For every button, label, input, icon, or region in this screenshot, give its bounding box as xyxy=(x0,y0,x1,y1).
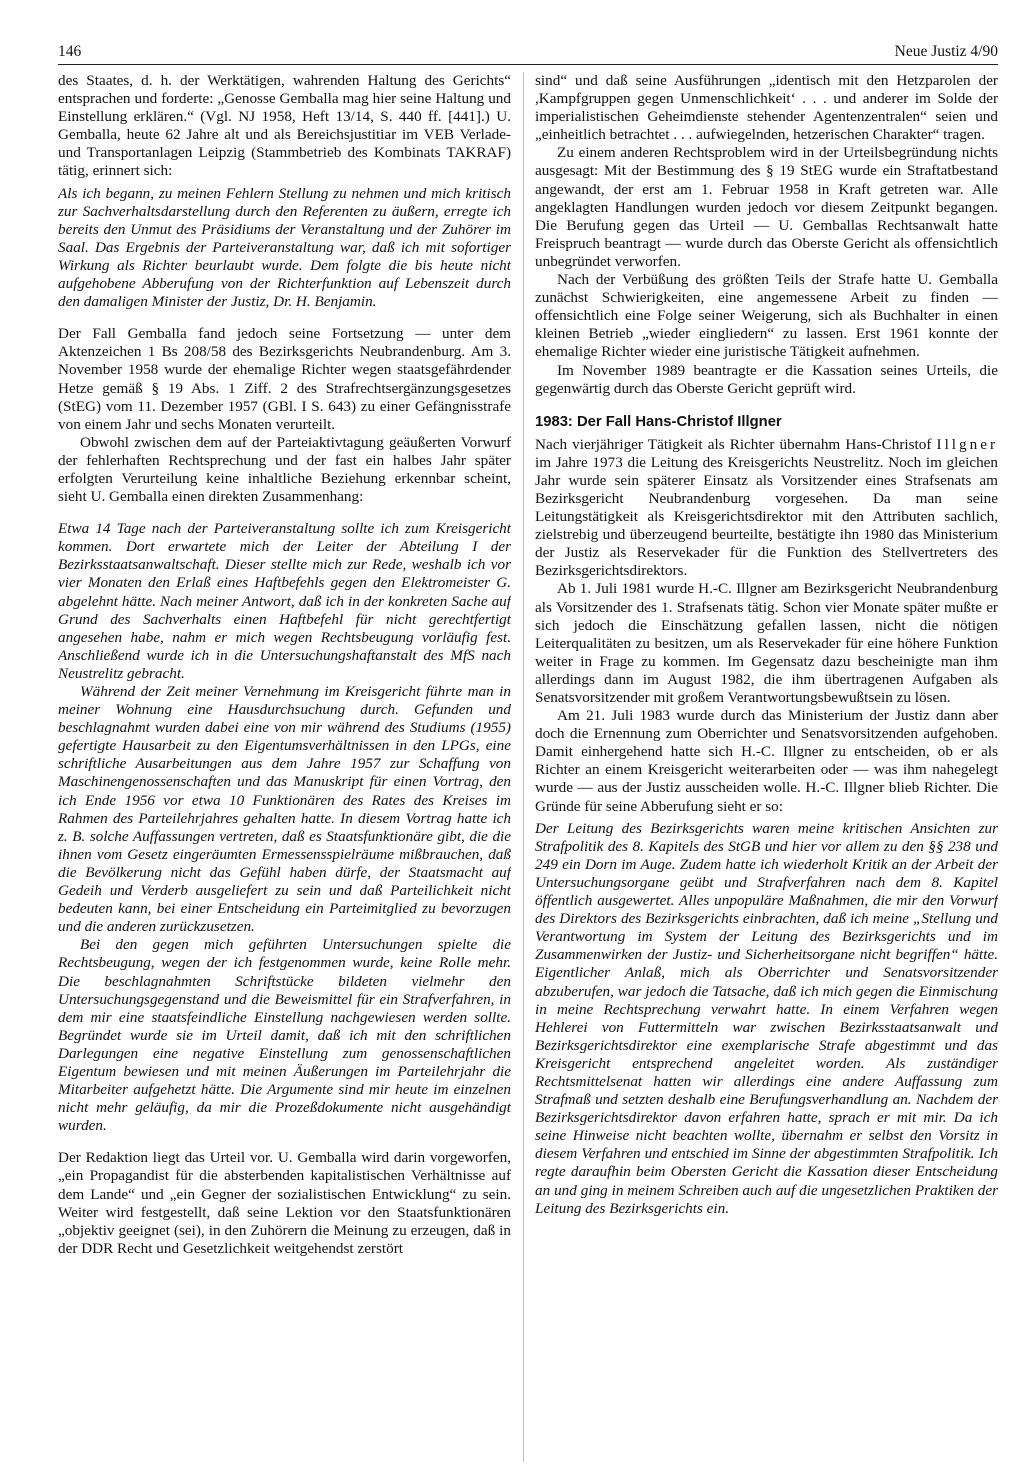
running-header xyxy=(58,38,998,65)
paragraph: Am 21. Juli 1983 wurde durch das Ministerium der Justiz dann aber doch die Ernennung zum Oberrichter und Senatsvorsitzenden aufgehoben. Damit einhergehend hatte sich H.-C. Illgner zu entscheiden, ob er als Richter an einem Kreisgericht weiterarbeiten oder — was ihm nahegelegt wurde — aus der Justiz ausscheiden wolle. H.-C. Illgner blieb Richter. Die Gründe für seine Abberufung sieht er so: xyxy=(535,707,998,815)
journal-issue: Neue Justiz 4/90 xyxy=(894,43,998,60)
quote-paragraph: Als ich begann, zu meinen Fehlern Stellung zu nehmen und mich kritisch zur Sachverhaltsdarstellung durch den Referenten zu äußern, erregte ich bereits den Unmut des Präsidiums der Veranstaltung und der Zuhörer im Saal. Das Ergebnis der Parteiveranstaltung war, daß ich mit sofortiger Wirkung als Richter beurlaubt wurde. Dem folgte die bis heute nicht aufgehobene Abberufung von der Richterfunktion auf Lebenszeit durch den damaligen Minister der Justiz, Dr. H. Benjamin. xyxy=(58,184,511,311)
quote-paragraph: Der Leitung des Bezirksgerichts waren meine kritischen Ansichten zur Strafpolitik des 8. Kapitels des StGB und hier vor allem zu den §§ 238 und 249 ein Dorn im Auge. Zudem hatte ich wiederholt Kritik an der Arbeit der Untersuchungsorgane geübt und Strafverfahren nach dem 8. Kapitel öffentlich ausgewertet. Alles unpopuläre Maßnahmen, die mir den Vorwurf des Direktors des Bezirksgerichts einbrachten, daß ich meine „Stellung und Verantwortung im System der Leitung des Bezirksgerichts und im Zusammenwirken der Justiz- und Sicherheitsorgane nicht begriffen“ hätte. Eigentlicher Anlaß, mich als Oberrichter und Senatsvorsitzender abzuberufen, war jedoch die Tatsache, daß ich mich gegen die Einmischung in meine Rechtsprechung verwahrt hatte. In einem Verfahren wegen Hehlerei von Futtermitteln war zwischen Bezirksstaatsanwalt und Bezirksgerichtsdirektor eine exemplarische Strafe abgestimmt und das Kreisgericht entsprechend angeleitet worden. Als zuständiger Rechtsmittelsenat hatten wir allerdings eine andere Auffassung zum Strafmaß und setzten deshalb eine Berufungsverhandlung an. Nachdem der Bezirksgerichtsdirektor davon erfahren hatte, sprach er mit mir. Da ich seine Hinweise nicht beachten wollte, übernahm er selbst den Vorsitz in diesem Verfahren und entschied im Sinne der abgestimmten Strafpolitik. Ich regte daraufhin beim Obersten Gericht die Kassation dieser Entscheidung an und ging in meinem Schreiben auch auf die ungesetzlichen Praktiken der Leitung des Bezirksgerichts ein. xyxy=(535,819,998,1217)
paragraph: Ab 1. Juli 1981 wurde H.-C. Illgner am Bezirksgericht Neubrandenburg als Vorsitzender des 1. Strafsenats tätig. Schon vier Monate später mußte er sich jedoch die Einschätzung gefallen lassen, nicht die nötigen Leiterqualitäten zu besitzen, um als Reservekader für eine höhere Funktion weiter in Frage zu kommen. Im Gegensatz dazu bescheinigte man ihm allerdings dann im August 1982, die ihm übertragenen Aufgaben als Senatsvorsitzender mit großem Verantwortungsbewußtsein zu lösen. xyxy=(535,580,998,706)
paragraph xyxy=(535,436,998,581)
quote-paragraph: Etwa 14 Tage nach der Parteiveranstaltung sollte ich zum Kreisgericht kommen. Dort erwartete mich der Leiter der Abteilung I der Bezirksstaatsanwaltschaft. Dieser stellte mich zur Rede, weshalb ich vor vier Monaten den Erlaß eines Haftbefehls gegen den Elektromeister G. abgelehnt hätte. Nach meiner Antwort, daß ich in der konkreten Sache auf Grund des Sachverhalts einen Haftbefehl für nicht gerechtfertigt angesehen habe, nahm er mich wegen Rechtsbeugung vorläufig fest. Anschließend wurde ich in die Untersuchungshaftanstalt des MfS nach Neustrelitz gebracht. xyxy=(58,520,511,682)
paragraph: des Staates, d. h. der Werktätigen, wahrenden Haltung des Gerichts“ entsprachen und forderte: „Genosse Gemballa mag hier seine Haltung und Einstellung erklären.“ (Vgl. NJ 1958, Heft 13/14, S. 440 ff. [441].) U. Gemballa, heute 62 Jahre alt und als Bereichsjustitiar im VEB Verlade- und Transportanlagen Leipzig (Stammbetrieb des Kombinats TAKRAF) tätig, erinnert sich: xyxy=(58,72,511,180)
paragraph: Zu einem anderen Rechtsproblem wird in der Urteilsbegründung nichts ausgesagt: Mit der Bestimmung des § 19 StEG wurde ein Straftatbestand angewandt, der erst am 1. Februar 1958 in Kraft getreten war. Alle angeklagten Handlungen wurden jedoch vor diesem Zeitpunkt begangen. Die Berufung gegen das Urteil — U. Gemballas Rechtsanwalt hatte Freispruch beantragt — wurde durch das Oberste Gericht als offensichtlich unbegründet verworfen. xyxy=(535,144,998,270)
quote-paragraph: Während der Zeit meiner Vernehmung im Kreisgericht führte man in meiner Wohnung eine Hausdurchsuchung durch. Gefunden und beschlagnahmt wurden dabei eine von mir während des Studiums (1955) gefertigte Hausarbeit zu den Eigentumsverhältnissen in den LPGs, eine schriftliche Ausarbeitungen aus dem Jahre 1957 zur Schaffung von Maschinengenossenschaften und das Manuskript für einen Vortrag, den ich Ende 1956 vor etwa 10 Funktionären des Rates des Kreises im Rahmen des Parteilehrjahres gehalten hatte. In diesem Vortrag hatte ich z. B. solche Auffassungen vertreten, daß es Staatsfunktionäre gibt, die die ihnen vom Gesetz eingeräumten Ermessensspielräume mißbrauchen, daß die Bevölkerung nicht das Gefühl haben dürfe, der Staatsmacht auf Gedeih und Verderb ausgeliefert zu sein und daß Parteilichkeit nicht bedeuten kann, bei einer Entscheidung ein Parteimitglied zu bevorzugen und die anderen zurückzusetzen. xyxy=(58,683,511,936)
spaced-name: Illgner xyxy=(936,435,998,453)
quote-paragraph: Bei den gegen mich geführten Untersuchungen spielte die Rechtsbeugung, wegen der ich festgenommen wurde, keine Rolle mehr. Die beschlagnahmten Schriftstücke bildeten vielmehr den Untersuchungsgegenstand und die Beweismittel für ein Strafverfahren, in dem mir eine staatsfeindliche Einstellung nachgewiesen werden sollte. Begründet wurde sie im Urteil damit, daß ich mit den schriftlichen Darlegungen eine negative Einstellung zum genossenschaftlichen Eigentum bewiesen und mit meinen Äußerungen im Parteilehrjahr die Mitarbeiter aufgehetzt hätte. Die Argumente sind mir heute im einzelnen nicht mehr geläufig, da mir die Prozeßdokumente nicht ausgehändigt wurden. xyxy=(58,936,511,1135)
right-column xyxy=(535,72,998,1462)
paragraph: Obwohl zwischen dem auf der Parteiaktivtagung geäußerten Vorwurf der fehlerhaften Rechtsprechung und der fast ein halbes Jahr später erfolgten Verurteilung keine inhaltliche Beziehung erkennbar scheint, sieht U. Gemballa einen direkten Zusammenhang: xyxy=(58,433,511,506)
paragraph: sind“ und daß seine Ausführungen „identisch mit den Hetzparolen der ,Kampfgruppen gegen Unmenschlichkeit‘ . . . und anderer im Solde der imperialistischen Geheimdienste stehender Agentenzentralen“ seien und „einheitlich betrachtet . . . aufwiegelnden, hetzerischen Charakter“ tragen. xyxy=(535,72,998,144)
text-fragment: Nach vierjähriger Tätigkeit als Richter übernahm Hans-Christof xyxy=(535,435,932,453)
section-heading: 1983: Der Fall Hans-Christof Illgner xyxy=(535,413,782,430)
left-column xyxy=(58,72,511,1462)
paragraph: Der Fall Gemballa fand jedoch seine Fortsetzung — unter dem Aktenzeichen 1 Bs 208/58 des Bezirksgerichts Neubrandenburg. Am 3. November 1958 wurde der ehemalige Richter wegen staatsgefährdender Hetze gemäß § 19 Abs. 1 Ziff. 2 des Strafrechtsergänzungsgesetzes (StEG) vom 11. Dezember 1957 (GBl. I S. 643) zu einer Gefängnisstrafe von einem Jahr und sechs Monaten verurteilt. xyxy=(58,325,511,433)
paragraph: Der Redaktion liegt das Urteil vor. U. Gemballa wird darin vorgeworfen, „ein Propagandist für die absterbenden kapitalistischen Verhältnisse auf dem Lande“ und „ein Gegner der sozialistischen Entwicklung“ zu sein. Weiter wird festgestellt, daß seine Lektion vor den Staatsfunktionären „objektiv geeignet (sei), in den Zuhörern die Meinung zu erzeugen, daß in der DDR Recht und Gesetzlichkeit weitgehendst zerstört xyxy=(58,1149,511,1257)
paragraph: Nach der Verbüßung des größten Teils der Strafe hatte U. Gemballa zunächst Schwierigkeiten, eine angemessene Arbeit zu finden — offensichtlich eine Folge seiner Weigerung, sich als Buchhalter in einen kleinen Betrieb „wieder eingliedern“ zu lassen. Erst 1961 konnte der ehemalige Richter wieder eine juristische Tätigkeit aufnehmen. xyxy=(535,271,998,361)
page-number: 146 xyxy=(58,43,82,60)
paragraph: Im November 1989 beantragte er die Kassation seines Urteils, die gegenwärtig durch das Oberste Gericht geprüft wird. xyxy=(535,361,998,397)
text-fragment: im Jahre 1973 die Leitung des Kreisgerichts Neustrelitz. Noch im gleichen Jahr wurde sein späterer Einsatz als Vorsitzender eines Strafsenats am Bezirksgericht Neubrandenburg vorgesehen. Da man seine Leitungstätigkeit als Kreisgerichtsdirektor mit den Attributen sachlich, zielstrebig und überzeugend beurteilte, bestätigte ihn 1980 das Ministerium der Justiz als Reservekader für die Funktion des Stellvertreters des Bezirksgerichtsdirektors. xyxy=(535,453,998,580)
column-divider xyxy=(523,72,524,1462)
